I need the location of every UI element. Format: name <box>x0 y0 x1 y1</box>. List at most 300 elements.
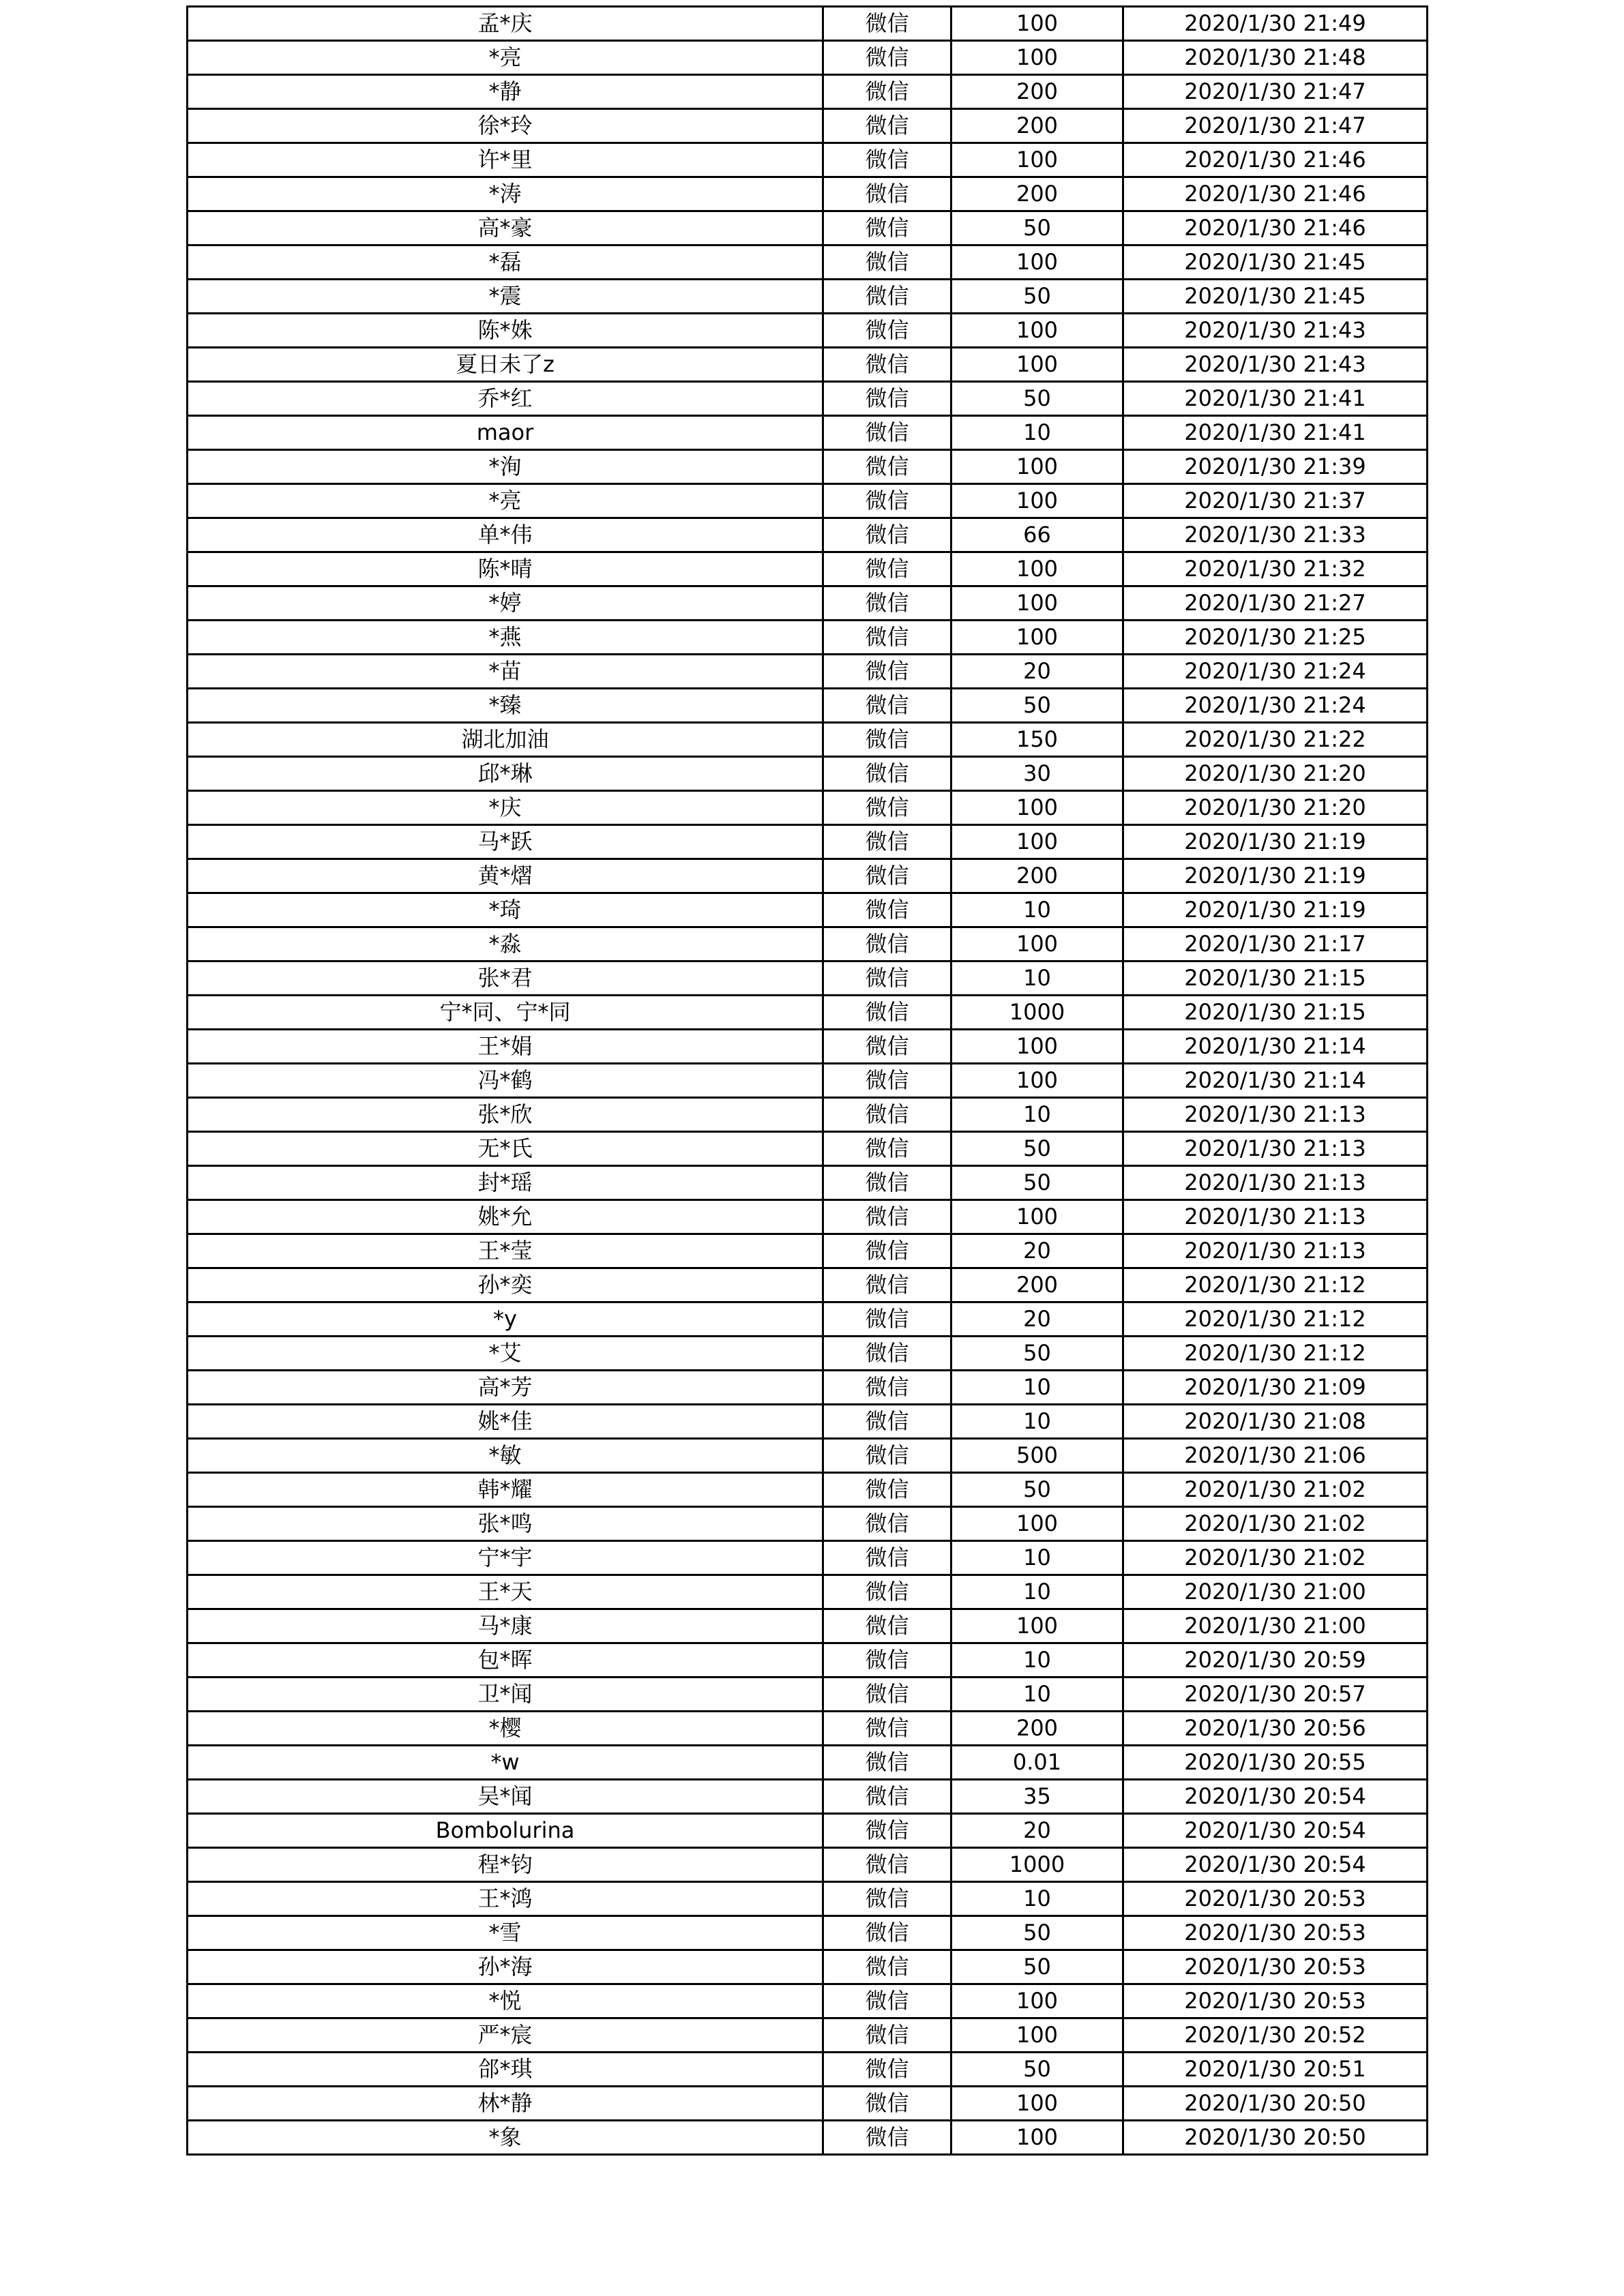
donor-name-cell: Bombolurina <box>188 1814 823 1848</box>
payment-channel-cell: 微信 <box>823 75 951 109</box>
donor-name-cell: 许*里 <box>188 143 823 177</box>
donor-name-cell: *燕 <box>188 621 823 655</box>
table-row <box>188 927 1428 961</box>
payment-channel-cell: 微信 <box>823 280 951 314</box>
donor-name-cell: *悦 <box>188 1984 823 2018</box>
donation-time-cell: 2020/1/30 21:13 <box>1123 1200 1428 1234</box>
donation-amount-cell: 10 <box>951 1541 1123 1575</box>
donation-time-cell: 2020/1/30 21:47 <box>1123 75 1428 109</box>
donation-time-cell: 2020/1/30 20:57 <box>1123 1678 1428 1712</box>
donation-table <box>186 5 1428 2156</box>
donation-amount-cell: 50 <box>951 1166 1123 1200</box>
payment-channel-cell: 微信 <box>823 109 951 143</box>
table-row <box>188 1234 1428 1268</box>
donation-time-cell: 2020/1/30 21:00 <box>1123 1575 1428 1609</box>
table-row <box>188 314 1428 348</box>
donor-name-cell: *庆 <box>188 791 823 825</box>
table-row <box>188 1337 1428 1371</box>
donation-time-cell: 2020/1/30 21:45 <box>1123 245 1428 280</box>
payment-channel-cell: 微信 <box>823 2018 951 2053</box>
donation-time-cell: 2020/1/30 21:06 <box>1123 1439 1428 1473</box>
table-row <box>188 1302 1428 1337</box>
payment-channel-cell: 微信 <box>823 1916 951 1950</box>
donor-name-cell: 张*欣 <box>188 1098 823 1132</box>
donation-amount-cell: 10 <box>951 1575 1123 1609</box>
donation-time-cell: 2020/1/30 21:22 <box>1123 723 1428 757</box>
payment-channel-cell: 微信 <box>823 1575 951 1609</box>
donation-time-cell: 2020/1/30 20:54 <box>1123 1814 1428 1848</box>
payment-channel-cell: 微信 <box>823 348 951 382</box>
donation-amount-cell: 50 <box>951 689 1123 723</box>
payment-channel-cell: 微信 <box>823 723 951 757</box>
table-row <box>188 1166 1428 1200</box>
donation-amount-cell: 20 <box>951 1234 1123 1268</box>
table-row <box>188 484 1428 518</box>
donation-amount-cell: 10 <box>951 416 1123 450</box>
payment-channel-cell: 微信 <box>823 1712 951 1746</box>
table-row <box>188 1064 1428 1098</box>
payment-channel-cell: 微信 <box>823 1950 951 1984</box>
donor-name-cell: 乔*红 <box>188 382 823 416</box>
donor-name-cell: *静 <box>188 75 823 109</box>
donation-time-cell: 2020/1/30 21:41 <box>1123 382 1428 416</box>
donor-name-cell: 姚*佳 <box>188 1405 823 1439</box>
payment-channel-cell: 微信 <box>823 859 951 893</box>
table-row <box>188 450 1428 484</box>
payment-channel-cell: 微信 <box>823 586 951 621</box>
donation-amount-cell: 50 <box>951 382 1123 416</box>
payment-channel-cell: 微信 <box>823 518 951 552</box>
payment-channel-cell: 微信 <box>823 1678 951 1712</box>
donor-name-cell: 卫*闻 <box>188 1678 823 1712</box>
payment-channel-cell: 微信 <box>823 1439 951 1473</box>
donor-name-cell: 王*莹 <box>188 1234 823 1268</box>
donation-time-cell: 2020/1/30 21:02 <box>1123 1473 1428 1507</box>
payment-channel-cell: 微信 <box>823 996 951 1030</box>
donor-name-cell: *雪 <box>188 1916 823 1950</box>
donation-amount-cell: 100 <box>951 348 1123 382</box>
donation-time-cell: 2020/1/30 20:54 <box>1123 1780 1428 1814</box>
donation-amount-cell: 200 <box>951 75 1123 109</box>
donation-time-cell: 2020/1/30 21:49 <box>1123 7 1428 41</box>
table-row <box>188 1507 1428 1541</box>
donation-time-cell: 2020/1/30 21:32 <box>1123 552 1428 586</box>
payment-channel-cell: 微信 <box>823 1507 951 1541</box>
donor-name-cell: 吴*闻 <box>188 1780 823 1814</box>
payment-channel-cell: 微信 <box>823 450 951 484</box>
payment-channel-cell: 微信 <box>823 927 951 961</box>
table-row <box>188 177 1428 211</box>
donation-amount-cell: 10 <box>951 961 1123 996</box>
payment-channel-cell: 微信 <box>823 655 951 689</box>
payment-channel-cell: 微信 <box>823 211 951 245</box>
table-row <box>188 1473 1428 1507</box>
donor-name-cell: 黄*熠 <box>188 859 823 893</box>
donor-name-cell: 高*豪 <box>188 211 823 245</box>
payment-channel-cell: 微信 <box>823 1166 951 1200</box>
donor-name-cell: 宁*宇 <box>188 1541 823 1575</box>
table-row <box>188 655 1428 689</box>
payment-channel-cell: 微信 <box>823 1882 951 1916</box>
donation-time-cell: 2020/1/30 21:13 <box>1123 1234 1428 1268</box>
donor-name-cell: *震 <box>188 280 823 314</box>
donation-amount-cell: 10 <box>951 893 1123 927</box>
payment-channel-cell: 微信 <box>823 1268 951 1302</box>
payment-channel-cell: 微信 <box>823 1234 951 1268</box>
donor-name-cell: 孙*奕 <box>188 1268 823 1302</box>
table-row <box>188 1780 1428 1814</box>
donation-table-body <box>188 7 1428 2155</box>
table-row <box>188 1678 1428 1712</box>
table-row <box>188 1882 1428 1916</box>
table-row <box>188 280 1428 314</box>
donation-time-cell: 2020/1/30 21:14 <box>1123 1064 1428 1098</box>
donor-name-cell: *婷 <box>188 586 823 621</box>
payment-channel-cell: 微信 <box>823 1814 951 1848</box>
donation-time-cell: 2020/1/30 20:51 <box>1123 2053 1428 2087</box>
donation-amount-cell: 50 <box>951 2053 1123 2087</box>
donation-time-cell: 2020/1/30 20:50 <box>1123 2121 1428 2155</box>
donation-time-cell: 2020/1/30 21:48 <box>1123 41 1428 75</box>
table-row <box>188 1916 1428 1950</box>
donor-name-cell: *淼 <box>188 927 823 961</box>
table-row <box>188 723 1428 757</box>
payment-channel-cell: 微信 <box>823 757 951 791</box>
table-row <box>188 1371 1428 1405</box>
donor-name-cell: *洵 <box>188 450 823 484</box>
donation-time-cell: 2020/1/30 21:14 <box>1123 1030 1428 1064</box>
payment-channel-cell: 微信 <box>823 1064 951 1098</box>
donation-amount-cell: 10 <box>951 1882 1123 1916</box>
donor-name-cell: 姚*允 <box>188 1200 823 1234</box>
payment-channel-cell: 微信 <box>823 1302 951 1337</box>
donation-time-cell: 2020/1/30 21:12 <box>1123 1337 1428 1371</box>
donor-name-cell: *臻 <box>188 689 823 723</box>
donation-amount-cell: 100 <box>951 1609 1123 1643</box>
payment-channel-cell: 微信 <box>823 893 951 927</box>
donation-amount-cell: 150 <box>951 723 1123 757</box>
donor-name-cell: 孙*海 <box>188 1950 823 1984</box>
donation-amount-cell: 500 <box>951 1439 1123 1473</box>
table-row <box>188 2087 1428 2121</box>
donor-name-cell: 马*康 <box>188 1609 823 1643</box>
donation-amount-cell: 50 <box>951 1473 1123 1507</box>
donation-time-cell: 2020/1/30 21:15 <box>1123 996 1428 1030</box>
table-row <box>188 75 1428 109</box>
table-row <box>188 211 1428 245</box>
donation-amount-cell: 200 <box>951 177 1123 211</box>
donor-name-cell: *苗 <box>188 655 823 689</box>
donation-time-cell: 2020/1/30 20:53 <box>1123 1950 1428 1984</box>
table-row <box>188 791 1428 825</box>
donor-name-cell: 王*娟 <box>188 1030 823 1064</box>
table-row <box>188 1541 1428 1575</box>
table-row <box>188 552 1428 586</box>
donation-amount-cell: 100 <box>951 552 1123 586</box>
payment-channel-cell: 微信 <box>823 416 951 450</box>
donation-time-cell: 2020/1/30 21:09 <box>1123 1371 1428 1405</box>
payment-channel-cell: 微信 <box>823 41 951 75</box>
donation-amount-cell: 35 <box>951 1780 1123 1814</box>
donation-time-cell: 2020/1/30 21:02 <box>1123 1507 1428 1541</box>
donation-amount-cell: 100 <box>951 825 1123 859</box>
donor-name-cell: 陈*晴 <box>188 552 823 586</box>
payment-channel-cell: 微信 <box>823 382 951 416</box>
donation-time-cell: 2020/1/30 20:50 <box>1123 2087 1428 2121</box>
payment-channel-cell: 微信 <box>823 177 951 211</box>
table-row <box>188 382 1428 416</box>
donation-amount-cell: 100 <box>951 2087 1123 2121</box>
donation-time-cell: 2020/1/30 21:43 <box>1123 348 1428 382</box>
donation-time-cell: 2020/1/30 21:47 <box>1123 109 1428 143</box>
table-row <box>188 1746 1428 1780</box>
table-row <box>188 757 1428 791</box>
donor-name-cell: 张*鸣 <box>188 1507 823 1541</box>
payment-channel-cell: 微信 <box>823 1473 951 1507</box>
donor-name-cell: 包*晖 <box>188 1643 823 1678</box>
payment-channel-cell: 微信 <box>823 1337 951 1371</box>
donation-amount-cell: 20 <box>951 655 1123 689</box>
donation-amount-cell: 100 <box>951 2018 1123 2053</box>
donation-time-cell: 2020/1/30 20:53 <box>1123 1916 1428 1950</box>
donation-amount-cell: 50 <box>951 1916 1123 1950</box>
donor-name-cell: *磊 <box>188 245 823 280</box>
table-row <box>188 859 1428 893</box>
donation-time-cell: 2020/1/30 21:08 <box>1123 1405 1428 1439</box>
donor-name-cell: *涛 <box>188 177 823 211</box>
table-row <box>188 689 1428 723</box>
table-row <box>188 1268 1428 1302</box>
donation-time-cell: 2020/1/30 20:55 <box>1123 1746 1428 1780</box>
donor-name-cell: 冯*鹤 <box>188 1064 823 1098</box>
donation-amount-cell: 100 <box>951 2121 1123 2155</box>
donation-time-cell: 2020/1/30 21:39 <box>1123 450 1428 484</box>
donation-amount-cell: 100 <box>951 314 1123 348</box>
donor-name-cell: 邱*琳 <box>188 757 823 791</box>
table-row <box>188 1439 1428 1473</box>
donor-name-cell: 单*伟 <box>188 518 823 552</box>
donation-amount-cell: 50 <box>951 280 1123 314</box>
table-row <box>188 348 1428 382</box>
payment-channel-cell: 微信 <box>823 143 951 177</box>
donation-amount-cell: 100 <box>951 1030 1123 1064</box>
donor-name-cell: *象 <box>188 2121 823 2155</box>
donation-amount-cell: 100 <box>951 621 1123 655</box>
donation-amount-cell: 200 <box>951 1268 1123 1302</box>
donation-time-cell: 2020/1/30 21:15 <box>1123 961 1428 996</box>
donor-name-cell: 王*鸿 <box>188 1882 823 1916</box>
donor-name-cell: *亮 <box>188 484 823 518</box>
donor-name-cell: 夏日未了z <box>188 348 823 382</box>
donation-amount-cell: 20 <box>951 1302 1123 1337</box>
donation-amount-cell: 100 <box>951 586 1123 621</box>
donor-name-cell: *y <box>188 1302 823 1337</box>
payment-channel-cell: 微信 <box>823 484 951 518</box>
table-row <box>188 1984 1428 2018</box>
donation-amount-cell: 0.01 <box>951 1746 1123 1780</box>
table-row <box>188 2053 1428 2087</box>
payment-channel-cell: 微信 <box>823 1984 951 2018</box>
donation-time-cell: 2020/1/30 21:37 <box>1123 484 1428 518</box>
donation-amount-cell: 100 <box>951 143 1123 177</box>
payment-channel-cell: 微信 <box>823 245 951 280</box>
payment-channel-cell: 微信 <box>823 621 951 655</box>
donor-name-cell: 孟*庆 <box>188 7 823 41</box>
table-row <box>188 1405 1428 1439</box>
donation-time-cell: 2020/1/30 21:33 <box>1123 518 1428 552</box>
donation-amount-cell: 50 <box>951 1950 1123 1984</box>
donation-amount-cell: 100 <box>951 484 1123 518</box>
donation-time-cell: 2020/1/30 21:24 <box>1123 655 1428 689</box>
payment-channel-cell: 微信 <box>823 552 951 586</box>
donation-time-cell: 2020/1/30 20:54 <box>1123 1848 1428 1882</box>
table-row <box>188 996 1428 1030</box>
donation-time-cell: 2020/1/30 21:13 <box>1123 1098 1428 1132</box>
donation-amount-cell: 100 <box>951 1984 1123 2018</box>
donation-time-cell: 2020/1/30 21:43 <box>1123 314 1428 348</box>
payment-channel-cell: 微信 <box>823 1541 951 1575</box>
donation-time-cell: 2020/1/30 20:56 <box>1123 1712 1428 1746</box>
donation-amount-cell: 100 <box>951 927 1123 961</box>
donation-amount-cell: 50 <box>951 211 1123 245</box>
donation-time-cell: 2020/1/30 21:24 <box>1123 689 1428 723</box>
table-row <box>188 961 1428 996</box>
payment-channel-cell: 微信 <box>823 791 951 825</box>
donor-name-cell: 高*芳 <box>188 1371 823 1405</box>
donation-amount-cell: 10 <box>951 1678 1123 1712</box>
payment-channel-cell: 微信 <box>823 1780 951 1814</box>
donor-name-cell: 无*氏 <box>188 1132 823 1166</box>
table-row <box>188 41 1428 75</box>
donor-name-cell: 韩*耀 <box>188 1473 823 1507</box>
donation-amount-cell: 1000 <box>951 1848 1123 1882</box>
donor-name-cell: 程*钧 <box>188 1848 823 1882</box>
donation-amount-cell: 10 <box>951 1643 1123 1678</box>
donor-name-cell: *亮 <box>188 41 823 75</box>
payment-channel-cell: 微信 <box>823 2087 951 2121</box>
table-row <box>188 1712 1428 1746</box>
donation-time-cell: 2020/1/30 21:46 <box>1123 177 1428 211</box>
table-row <box>188 1814 1428 1848</box>
donor-name-cell: *樱 <box>188 1712 823 1746</box>
payment-channel-cell: 微信 <box>823 1643 951 1678</box>
payment-channel-cell: 微信 <box>823 1848 951 1882</box>
payment-channel-cell: 微信 <box>823 2121 951 2155</box>
table-row <box>188 825 1428 859</box>
table-row <box>188 1200 1428 1234</box>
donor-name-cell: maor <box>188 416 823 450</box>
table-row <box>188 1098 1428 1132</box>
table-row <box>188 1575 1428 1609</box>
donor-name-cell: 郃*琪 <box>188 2053 823 2087</box>
donor-name-cell: *艾 <box>188 1337 823 1371</box>
donation-amount-cell: 10 <box>951 1098 1123 1132</box>
donation-time-cell: 2020/1/30 21:19 <box>1123 825 1428 859</box>
donation-amount-cell: 1000 <box>951 996 1123 1030</box>
payment-channel-cell: 微信 <box>823 961 951 996</box>
donor-name-cell: 陈*姝 <box>188 314 823 348</box>
donation-time-cell: 2020/1/30 21:45 <box>1123 280 1428 314</box>
payment-channel-cell: 微信 <box>823 1405 951 1439</box>
donation-amount-cell: 50 <box>951 1337 1123 1371</box>
payment-channel-cell: 微信 <box>823 1746 951 1780</box>
donation-time-cell: 2020/1/30 21:20 <box>1123 791 1428 825</box>
payment-channel-cell: 微信 <box>823 1132 951 1166</box>
donation-amount-cell: 10 <box>951 1405 1123 1439</box>
donation-time-cell: 2020/1/30 21:02 <box>1123 1541 1428 1575</box>
donation-time-cell: 2020/1/30 21:25 <box>1123 621 1428 655</box>
donation-time-cell: 2020/1/30 21:00 <box>1123 1609 1428 1643</box>
table-row <box>188 1950 1428 1984</box>
table-row <box>188 893 1428 927</box>
table-row <box>188 7 1428 41</box>
table-row <box>188 109 1428 143</box>
payment-channel-cell: 微信 <box>823 825 951 859</box>
table-row <box>188 1132 1428 1166</box>
table-row <box>188 416 1428 450</box>
payment-channel-cell: 微信 <box>823 689 951 723</box>
donor-name-cell: 张*君 <box>188 961 823 996</box>
donor-name-cell: 林*静 <box>188 2087 823 2121</box>
donation-time-cell: 2020/1/30 21:13 <box>1123 1132 1428 1166</box>
donation-amount-cell: 100 <box>951 450 1123 484</box>
payment-channel-cell: 微信 <box>823 1030 951 1064</box>
donation-amount-cell: 66 <box>951 518 1123 552</box>
donor-name-cell: *琦 <box>188 893 823 927</box>
donation-time-cell: 2020/1/30 21:19 <box>1123 893 1428 927</box>
donor-name-cell: 宁*同、宁*同 <box>188 996 823 1030</box>
donation-time-cell: 2020/1/30 21:46 <box>1123 211 1428 245</box>
donation-amount-cell: 100 <box>951 1064 1123 1098</box>
donation-time-cell: 2020/1/30 21:46 <box>1123 143 1428 177</box>
donation-amount-cell: 100 <box>951 1200 1123 1234</box>
payment-channel-cell: 微信 <box>823 7 951 41</box>
table-row <box>188 1609 1428 1643</box>
donation-time-cell: 2020/1/30 21:20 <box>1123 757 1428 791</box>
table-row <box>188 586 1428 621</box>
donor-name-cell: 马*跃 <box>188 825 823 859</box>
payment-channel-cell: 微信 <box>823 314 951 348</box>
donation-amount-cell: 200 <box>951 1712 1123 1746</box>
donation-amount-cell: 100 <box>951 7 1123 41</box>
donor-name-cell: 封*瑶 <box>188 1166 823 1200</box>
table-row <box>188 2018 1428 2053</box>
donor-name-cell: 王*天 <box>188 1575 823 1609</box>
donor-name-cell: 严*宸 <box>188 2018 823 2053</box>
table-row <box>188 143 1428 177</box>
payment-channel-cell: 微信 <box>823 1200 951 1234</box>
donation-time-cell: 2020/1/30 21:27 <box>1123 586 1428 621</box>
donor-name-cell: 湖北加油 <box>188 723 823 757</box>
donation-time-cell: 2020/1/30 21:12 <box>1123 1268 1428 1302</box>
table-row <box>188 245 1428 280</box>
donation-amount-cell: 100 <box>951 1507 1123 1541</box>
donation-amount-cell: 100 <box>951 791 1123 825</box>
donation-time-cell: 2020/1/30 20:59 <box>1123 1643 1428 1678</box>
donation-time-cell: 2020/1/30 20:53 <box>1123 1984 1428 2018</box>
donation-time-cell: 2020/1/30 21:13 <box>1123 1166 1428 1200</box>
donor-name-cell: *敏 <box>188 1439 823 1473</box>
donation-time-cell: 2020/1/30 21:12 <box>1123 1302 1428 1337</box>
donation-time-cell: 2020/1/30 20:52 <box>1123 2018 1428 2053</box>
table-row <box>188 518 1428 552</box>
donation-amount-cell: 30 <box>951 757 1123 791</box>
payment-channel-cell: 微信 <box>823 1098 951 1132</box>
table-row <box>188 2121 1428 2155</box>
donation-amount-cell: 200 <box>951 859 1123 893</box>
payment-channel-cell: 微信 <box>823 2053 951 2087</box>
donation-amount-cell: 50 <box>951 1132 1123 1166</box>
